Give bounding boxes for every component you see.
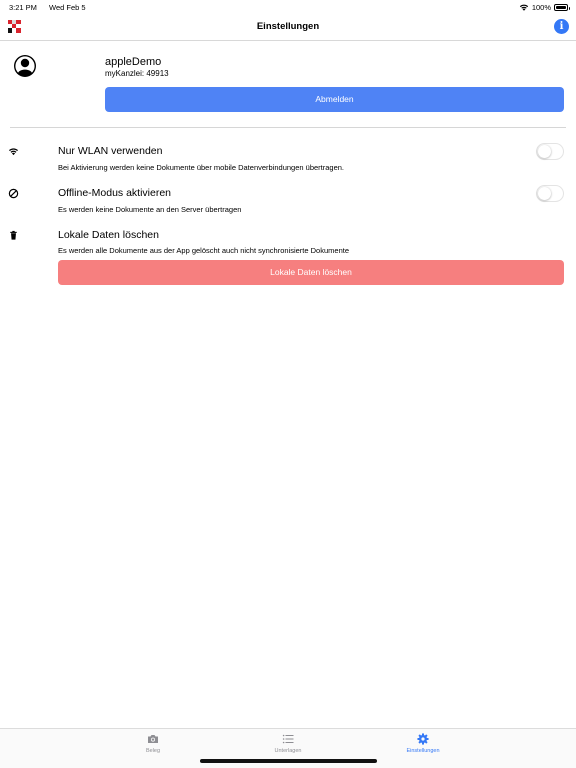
offline-mode-toggle[interactable] — [536, 185, 564, 202]
tab-unterlagen[interactable] — [243, 733, 333, 754]
logout-button[interactable]: Abmelden — [105, 87, 564, 112]
setting-title-delete: Lokale Daten löschen — [58, 229, 159, 241]
toggle-knob — [538, 187, 551, 200]
tab-label: Einstellungen — [406, 748, 440, 754]
tab-label: Unterlagen — [274, 748, 302, 754]
divider — [10, 127, 566, 128]
setting-description-delete: Es werden alle Dokumente aus der App gelöscht auch nicht synchronisierte Dokumente — [58, 246, 349, 255]
camera-icon — [147, 733, 159, 745]
profile-kanzlei: myKanzlei: 49913 — [105, 69, 169, 78]
status-date: Wed Feb 5 — [49, 3, 86, 12]
status-time: 3:21 PM — [9, 3, 37, 12]
navigation-bar — [0, 14, 576, 41]
prohibited-icon — [8, 188, 19, 199]
list-icon — [282, 733, 294, 745]
battery-percentage: 100% — [531, 3, 551, 12]
setting-description-offline: Es werden keine Dokumente an den Server übertragen — [58, 205, 242, 214]
info-button[interactable]: i — [554, 19, 569, 34]
tab-beleg[interactable] — [108, 733, 198, 754]
setting-description-wlan: Bei Aktivierung werden keine Dokumente über mobile Datenverbindungen übertragen. — [58, 163, 345, 172]
battery-icon — [554, 4, 568, 11]
gear-icon — [417, 733, 429, 745]
delete-local-data-button[interactable]: Lokale Daten löschen — [58, 260, 564, 285]
home-indicator — [200, 759, 377, 763]
wlan-only-toggle[interactable] — [536, 143, 564, 160]
wifi-icon — [8, 146, 19, 157]
user-avatar-icon — [13, 54, 37, 78]
toggle-knob — [538, 145, 551, 158]
trash-icon — [8, 230, 19, 241]
setting-title-offline: Offline-Modus aktivieren — [58, 187, 172, 199]
wifi-icon — [519, 4, 529, 11]
tab-label: Beleg — [145, 748, 161, 754]
profile-name: appleDemo — [105, 56, 162, 68]
tab-einstellungen[interactable] — [378, 733, 468, 754]
page-title: Einstellungen — [256, 21, 320, 32]
setting-title-wlan: Nur WLAN verwenden — [58, 145, 163, 157]
status-bar — [0, 0, 576, 14]
